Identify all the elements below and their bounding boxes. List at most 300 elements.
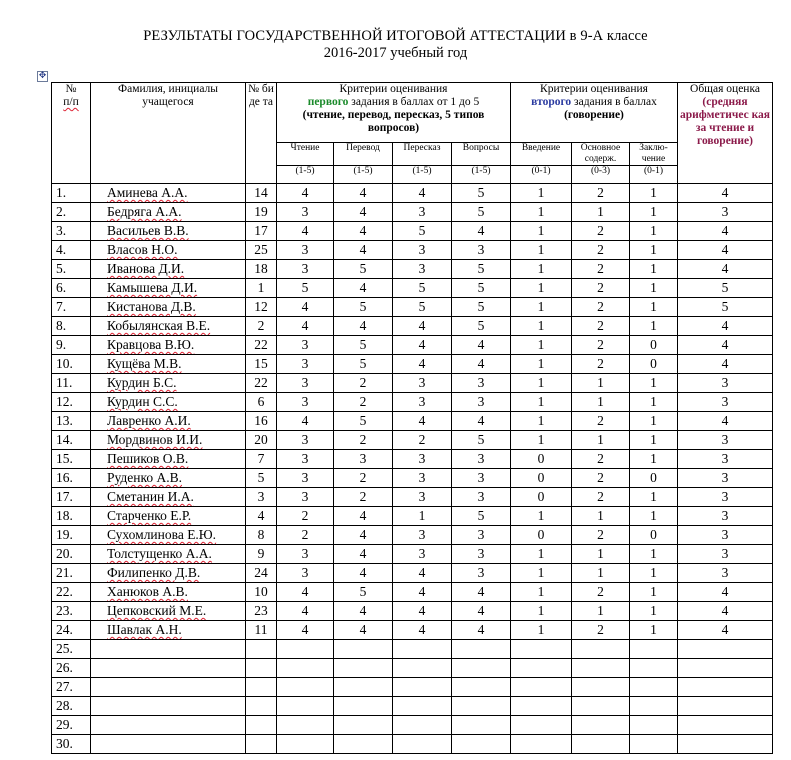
introduction-score-cell[interactable] <box>511 716 572 735</box>
overall-grade-cell[interactable] <box>678 659 773 678</box>
retelling-score-cell[interactable] <box>393 716 452 735</box>
student-name-cell[interactable]: Лавренко А.И. <box>91 412 246 431</box>
introduction-score-cell[interactable]: 1 <box>511 621 572 640</box>
questions-score-cell[interactable]: 5 <box>452 184 511 203</box>
reading-score-cell[interactable]: 3 <box>277 488 334 507</box>
translation-score-cell[interactable] <box>334 735 393 754</box>
student-name-cell[interactable] <box>91 659 246 678</box>
introduction-score-cell[interactable] <box>511 678 572 697</box>
retelling-score-cell[interactable]: 3 <box>393 450 452 469</box>
main-content-score-cell[interactable]: 1 <box>572 203 630 222</box>
conclusion-score-cell[interactable]: 1 <box>630 431 678 450</box>
reading-score-cell[interactable]: 3 <box>277 450 334 469</box>
student-name-cell[interactable]: Кущёва М.В. <box>91 355 246 374</box>
student-name-cell[interactable]: Ханюков А.В. <box>91 583 246 602</box>
conclusion-score-cell[interactable] <box>630 697 678 716</box>
conclusion-score-cell[interactable]: 1 <box>630 279 678 298</box>
main-content-score-cell[interactable]: 2 <box>572 298 630 317</box>
main-content-score-cell[interactable]: 2 <box>572 450 630 469</box>
introduction-score-cell[interactable]: 1 <box>511 298 572 317</box>
conclusion-score-cell[interactable]: 1 <box>630 583 678 602</box>
translation-score-cell[interactable]: 3 <box>334 450 393 469</box>
questions-score-cell[interactable]: 4 <box>452 621 511 640</box>
main-content-score-cell[interactable]: 2 <box>572 469 630 488</box>
reading-score-cell[interactable]: 3 <box>277 564 334 583</box>
row-number-cell[interactable]: 25. <box>52 640 91 659</box>
ticket-number-cell[interactable]: 1 <box>246 279 277 298</box>
introduction-score-cell[interactable]: 1 <box>511 336 572 355</box>
introduction-score-cell[interactable]: 1 <box>511 412 572 431</box>
overall-grade-cell[interactable]: 3 <box>678 564 773 583</box>
row-number-cell[interactable]: 11. <box>52 374 91 393</box>
overall-grade-cell[interactable]: 4 <box>678 583 773 602</box>
conclusion-score-cell[interactable]: 1 <box>630 222 678 241</box>
main-content-score-cell[interactable]: 2 <box>572 317 630 336</box>
retelling-score-cell[interactable]: 4 <box>393 412 452 431</box>
overall-grade-cell[interactable]: 4 <box>678 621 773 640</box>
student-name-cell[interactable]: Цепковский М.Е. <box>91 602 246 621</box>
retelling-score-cell[interactable]: 2 <box>393 431 452 450</box>
main-content-score-cell[interactable] <box>572 735 630 754</box>
row-number-cell[interactable]: 3. <box>52 222 91 241</box>
reading-score-cell[interactable] <box>277 678 334 697</box>
conclusion-score-cell[interactable]: 1 <box>630 374 678 393</box>
ticket-number-cell[interactable]: 22 <box>246 374 277 393</box>
main-content-score-cell[interactable]: 2 <box>572 488 630 507</box>
questions-score-cell[interactable]: 4 <box>452 602 511 621</box>
row-number-cell[interactable]: 15. <box>52 450 91 469</box>
translation-score-cell[interactable]: 2 <box>334 393 393 412</box>
retelling-score-cell[interactable]: 4 <box>393 621 452 640</box>
retelling-score-cell[interactable]: 5 <box>393 222 452 241</box>
translation-score-cell[interactable]: 4 <box>334 545 393 564</box>
conclusion-score-cell[interactable] <box>630 640 678 659</box>
retelling-score-cell[interactable]: 1 <box>393 507 452 526</box>
student-name-cell[interactable] <box>91 697 246 716</box>
introduction-score-cell[interactable] <box>511 640 572 659</box>
translation-score-cell[interactable]: 5 <box>334 298 393 317</box>
translation-score-cell[interactable]: 4 <box>334 184 393 203</box>
overall-grade-cell[interactable]: 4 <box>678 222 773 241</box>
row-number-cell[interactable]: 16. <box>52 469 91 488</box>
row-number-cell[interactable]: 5. <box>52 260 91 279</box>
conclusion-score-cell[interactable] <box>630 659 678 678</box>
ticket-number-cell[interactable]: 4 <box>246 507 277 526</box>
ticket-number-cell[interactable]: 16 <box>246 412 277 431</box>
introduction-score-cell[interactable] <box>511 735 572 754</box>
overall-grade-cell[interactable]: 3 <box>678 374 773 393</box>
retelling-score-cell[interactable]: 4 <box>393 336 452 355</box>
reading-score-cell[interactable]: 2 <box>277 526 334 545</box>
questions-score-cell[interactable]: 5 <box>452 260 511 279</box>
retelling-score-cell[interactable]: 3 <box>393 526 452 545</box>
translation-score-cell[interactable]: 4 <box>334 602 393 621</box>
questions-score-cell[interactable]: 3 <box>452 241 511 260</box>
questions-score-cell[interactable]: 5 <box>452 298 511 317</box>
main-content-score-cell[interactable]: 2 <box>572 583 630 602</box>
translation-score-cell[interactable]: 4 <box>334 241 393 260</box>
student-name-cell[interactable]: Толстущенко А.А. <box>91 545 246 564</box>
overall-grade-cell[interactable]: 3 <box>678 545 773 564</box>
overall-grade-cell[interactable]: 4 <box>678 602 773 621</box>
reading-score-cell[interactable]: 4 <box>277 583 334 602</box>
overall-grade-cell[interactable]: 4 <box>678 336 773 355</box>
main-content-score-cell[interactable]: 2 <box>572 260 630 279</box>
conclusion-score-cell[interactable] <box>630 678 678 697</box>
questions-score-cell[interactable]: 3 <box>452 469 511 488</box>
questions-score-cell[interactable] <box>452 716 511 735</box>
ticket-number-cell[interactable]: 23 <box>246 602 277 621</box>
introduction-score-cell[interactable] <box>511 697 572 716</box>
translation-score-cell[interactable]: 4 <box>334 317 393 336</box>
retelling-score-cell[interactable]: 4 <box>393 564 452 583</box>
ticket-number-cell[interactable]: 5 <box>246 469 277 488</box>
questions-score-cell[interactable]: 3 <box>452 374 511 393</box>
introduction-score-cell[interactable]: 1 <box>511 355 572 374</box>
reading-score-cell[interactable]: 3 <box>277 336 334 355</box>
row-number-cell[interactable]: 26. <box>52 659 91 678</box>
student-name-cell[interactable] <box>91 678 246 697</box>
student-name-cell[interactable]: Курдин С.С. <box>91 393 246 412</box>
main-content-score-cell[interactable]: 2 <box>572 241 630 260</box>
ticket-number-cell[interactable]: 8 <box>246 526 277 545</box>
reading-score-cell[interactable]: 4 <box>277 184 334 203</box>
main-content-score-cell[interactable]: 2 <box>572 355 630 374</box>
introduction-score-cell[interactable]: 1 <box>511 203 572 222</box>
conclusion-score-cell[interactable]: 1 <box>630 507 678 526</box>
ticket-number-cell[interactable]: 7 <box>246 450 277 469</box>
main-content-score-cell[interactable]: 2 <box>572 526 630 545</box>
reading-score-cell[interactable] <box>277 697 334 716</box>
main-content-score-cell[interactable]: 2 <box>572 621 630 640</box>
retelling-score-cell[interactable]: 4 <box>393 317 452 336</box>
retelling-score-cell[interactable]: 3 <box>393 374 452 393</box>
conclusion-score-cell[interactable]: 1 <box>630 298 678 317</box>
overall-grade-cell[interactable]: 5 <box>678 279 773 298</box>
student-name-cell[interactable]: Старченко Е.Р. <box>91 507 246 526</box>
reading-score-cell[interactable]: 4 <box>277 621 334 640</box>
retelling-score-cell[interactable]: 4 <box>393 602 452 621</box>
translation-score-cell[interactable] <box>334 640 393 659</box>
conclusion-score-cell[interactable]: 1 <box>630 260 678 279</box>
student-name-cell[interactable]: Аминева А.А. <box>91 184 246 203</box>
translation-score-cell[interactable]: 4 <box>334 526 393 545</box>
student-name-cell[interactable]: Иванова Д.И. <box>91 260 246 279</box>
introduction-score-cell[interactable]: 1 <box>511 564 572 583</box>
student-name-cell[interactable]: Шавлак А.Н. <box>91 621 246 640</box>
reading-score-cell[interactable]: 4 <box>277 412 334 431</box>
reading-score-cell[interactable]: 3 <box>277 241 334 260</box>
student-name-cell[interactable]: Пешиков О.В. <box>91 450 246 469</box>
translation-score-cell[interactable]: 5 <box>334 583 393 602</box>
ticket-number-cell[interactable]: 20 <box>246 431 277 450</box>
main-content-score-cell[interactable]: 2 <box>572 279 630 298</box>
introduction-score-cell[interactable]: 1 <box>511 545 572 564</box>
questions-score-cell[interactable]: 4 <box>452 583 511 602</box>
row-number-cell[interactable]: 9. <box>52 336 91 355</box>
introduction-score-cell[interactable]: 0 <box>511 469 572 488</box>
translation-score-cell[interactable]: 4 <box>334 507 393 526</box>
introduction-score-cell[interactable]: 1 <box>511 583 572 602</box>
ticket-number-cell[interactable]: 17 <box>246 222 277 241</box>
overall-grade-cell[interactable]: 3 <box>678 431 773 450</box>
questions-score-cell[interactable] <box>452 678 511 697</box>
introduction-score-cell[interactable]: 1 <box>511 317 572 336</box>
reading-score-cell[interactable]: 4 <box>277 602 334 621</box>
questions-score-cell[interactable]: 3 <box>452 393 511 412</box>
retelling-score-cell[interactable] <box>393 735 452 754</box>
introduction-score-cell[interactable]: 0 <box>511 526 572 545</box>
retelling-score-cell[interactable]: 3 <box>393 545 452 564</box>
student-name-cell[interactable]: Сухомлинова Е.Ю. <box>91 526 246 545</box>
row-number-cell[interactable]: 12. <box>52 393 91 412</box>
translation-score-cell[interactable]: 2 <box>334 488 393 507</box>
conclusion-score-cell[interactable] <box>630 716 678 735</box>
questions-score-cell[interactable]: 4 <box>452 222 511 241</box>
overall-grade-cell[interactable]: 4 <box>678 260 773 279</box>
retelling-score-cell[interactable] <box>393 697 452 716</box>
ticket-number-cell[interactable] <box>246 735 277 754</box>
overall-grade-cell[interactable] <box>678 697 773 716</box>
retelling-score-cell[interactable]: 3 <box>393 241 452 260</box>
row-number-cell[interactable]: 13. <box>52 412 91 431</box>
reading-score-cell[interactable]: 3 <box>277 355 334 374</box>
translation-score-cell[interactable]: 5 <box>334 336 393 355</box>
main-content-score-cell[interactable]: 1 <box>572 431 630 450</box>
student-name-cell[interactable]: Власов Н.О. <box>91 241 246 260</box>
ticket-number-cell[interactable]: 9 <box>246 545 277 564</box>
overall-grade-cell[interactable]: 5 <box>678 298 773 317</box>
ticket-number-cell[interactable]: 12 <box>246 298 277 317</box>
retelling-score-cell[interactable]: 3 <box>393 260 452 279</box>
ticket-number-cell[interactable]: 15 <box>246 355 277 374</box>
translation-score-cell[interactable]: 2 <box>334 469 393 488</box>
ticket-number-cell[interactable]: 19 <box>246 203 277 222</box>
overall-grade-cell[interactable]: 4 <box>678 241 773 260</box>
overall-grade-cell[interactable]: 3 <box>678 507 773 526</box>
row-number-cell[interactable]: 6. <box>52 279 91 298</box>
ticket-number-cell[interactable] <box>246 640 277 659</box>
translation-score-cell[interactable]: 5 <box>334 260 393 279</box>
conclusion-score-cell[interactable]: 1 <box>630 545 678 564</box>
retelling-score-cell[interactable]: 3 <box>393 393 452 412</box>
introduction-score-cell[interactable]: 1 <box>511 602 572 621</box>
questions-score-cell[interactable] <box>452 659 511 678</box>
questions-score-cell[interactable] <box>452 735 511 754</box>
row-number-cell[interactable]: 4. <box>52 241 91 260</box>
row-number-cell[interactable]: 10. <box>52 355 91 374</box>
ticket-number-cell[interactable] <box>246 697 277 716</box>
translation-score-cell[interactable]: 5 <box>334 355 393 374</box>
main-content-score-cell[interactable]: 1 <box>572 545 630 564</box>
questions-score-cell[interactable]: 5 <box>452 317 511 336</box>
reading-score-cell[interactable] <box>277 716 334 735</box>
row-number-cell[interactable]: 20. <box>52 545 91 564</box>
row-number-cell[interactable]: 18. <box>52 507 91 526</box>
reading-score-cell[interactable]: 3 <box>277 545 334 564</box>
student-name-cell[interactable]: Камышева Д.И. <box>91 279 246 298</box>
row-number-cell[interactable]: 21. <box>52 564 91 583</box>
main-content-score-cell[interactable]: 1 <box>572 602 630 621</box>
reading-score-cell[interactable]: 3 <box>277 374 334 393</box>
conclusion-score-cell[interactable] <box>630 735 678 754</box>
reading-score-cell[interactable]: 3 <box>277 469 334 488</box>
overall-grade-cell[interactable]: 4 <box>678 184 773 203</box>
main-content-score-cell[interactable] <box>572 640 630 659</box>
translation-score-cell[interactable] <box>334 716 393 735</box>
introduction-score-cell[interactable]: 1 <box>511 184 572 203</box>
row-number-cell[interactable]: 24. <box>52 621 91 640</box>
main-content-score-cell[interactable]: 2 <box>572 184 630 203</box>
student-name-cell[interactable]: Руденко А.В. <box>91 469 246 488</box>
student-name-cell[interactable]: Филипенко Д.В. <box>91 564 246 583</box>
reading-score-cell[interactable]: 2 <box>277 507 334 526</box>
conclusion-score-cell[interactable]: 1 <box>630 621 678 640</box>
overall-grade-cell[interactable]: 3 <box>678 450 773 469</box>
ticket-number-cell[interactable]: 18 <box>246 260 277 279</box>
retelling-score-cell[interactable]: 3 <box>393 488 452 507</box>
retelling-score-cell[interactable] <box>393 659 452 678</box>
reading-score-cell[interactable]: 3 <box>277 260 334 279</box>
conclusion-score-cell[interactable]: 0 <box>630 355 678 374</box>
conclusion-score-cell[interactable]: 1 <box>630 412 678 431</box>
reading-score-cell[interactable] <box>277 659 334 678</box>
main-content-score-cell[interactable]: 1 <box>572 564 630 583</box>
reading-score-cell[interactable]: 3 <box>277 431 334 450</box>
reading-score-cell[interactable]: 4 <box>277 317 334 336</box>
retelling-score-cell[interactable]: 4 <box>393 184 452 203</box>
main-content-score-cell[interactable] <box>572 659 630 678</box>
ticket-number-cell[interactable]: 25 <box>246 241 277 260</box>
questions-score-cell[interactable]: 4 <box>452 355 511 374</box>
overall-grade-cell[interactable] <box>678 678 773 697</box>
conclusion-score-cell[interactable]: 1 <box>630 488 678 507</box>
introduction-score-cell[interactable]: 1 <box>511 393 572 412</box>
translation-score-cell[interactable]: 4 <box>334 279 393 298</box>
overall-grade-cell[interactable]: 4 <box>678 355 773 374</box>
main-content-score-cell[interactable] <box>572 697 630 716</box>
main-content-score-cell[interactable] <box>572 716 630 735</box>
retelling-score-cell[interactable]: 3 <box>393 469 452 488</box>
row-number-cell[interactable]: 17. <box>52 488 91 507</box>
questions-score-cell[interactable]: 5 <box>452 507 511 526</box>
retelling-score-cell[interactable]: 4 <box>393 355 452 374</box>
introduction-score-cell[interactable]: 1 <box>511 260 572 279</box>
questions-score-cell[interactable]: 3 <box>452 564 511 583</box>
row-number-cell[interactable]: 23. <box>52 602 91 621</box>
ticket-number-cell[interactable] <box>246 716 277 735</box>
introduction-score-cell[interactable]: 1 <box>511 431 572 450</box>
reading-score-cell[interactable]: 4 <box>277 222 334 241</box>
retelling-score-cell[interactable]: 4 <box>393 583 452 602</box>
overall-grade-cell[interactable]: 3 <box>678 488 773 507</box>
translation-score-cell[interactable]: 2 <box>334 374 393 393</box>
conclusion-score-cell[interactable]: 0 <box>630 336 678 355</box>
introduction-score-cell[interactable]: 1 <box>511 374 572 393</box>
questions-score-cell[interactable]: 3 <box>452 545 511 564</box>
overall-grade-cell[interactable] <box>678 716 773 735</box>
questions-score-cell[interactable]: 5 <box>452 203 511 222</box>
main-content-score-cell[interactable]: 2 <box>572 336 630 355</box>
retelling-score-cell[interactable]: 5 <box>393 279 452 298</box>
table-move-handle-icon[interactable]: ✥ <box>38 71 47 81</box>
translation-score-cell[interactable] <box>334 697 393 716</box>
translation-score-cell[interactable] <box>334 678 393 697</box>
translation-score-cell[interactable]: 4 <box>334 621 393 640</box>
translation-score-cell[interactable]: 4 <box>334 222 393 241</box>
student-name-cell[interactable] <box>91 716 246 735</box>
row-number-cell[interactable]: 19. <box>52 526 91 545</box>
student-name-cell[interactable]: Кобылянская В.Е. <box>91 317 246 336</box>
row-number-cell[interactable]: 30. <box>52 735 91 754</box>
student-name-cell[interactable]: Курдин Б.С. <box>91 374 246 393</box>
conclusion-score-cell[interactable]: 1 <box>630 450 678 469</box>
row-number-cell[interactable]: 7. <box>52 298 91 317</box>
ticket-number-cell[interactable]: 24 <box>246 564 277 583</box>
ticket-number-cell[interactable]: 10 <box>246 583 277 602</box>
retelling-score-cell[interactable]: 3 <box>393 203 452 222</box>
questions-score-cell[interactable]: 5 <box>452 431 511 450</box>
reading-score-cell[interactable]: 5 <box>277 279 334 298</box>
row-number-cell[interactable]: 14. <box>52 431 91 450</box>
conclusion-score-cell[interactable]: 1 <box>630 317 678 336</box>
student-name-cell[interactable]: Бедряга А.А. <box>91 203 246 222</box>
questions-score-cell[interactable]: 3 <box>452 450 511 469</box>
translation-score-cell[interactable]: 4 <box>334 564 393 583</box>
overall-grade-cell[interactable]: 3 <box>678 393 773 412</box>
ticket-number-cell[interactable] <box>246 678 277 697</box>
reading-score-cell[interactable] <box>277 640 334 659</box>
questions-score-cell[interactable]: 4 <box>452 336 511 355</box>
overall-grade-cell[interactable]: 4 <box>678 317 773 336</box>
row-number-cell[interactable]: 27. <box>52 678 91 697</box>
retelling-score-cell[interactable]: 5 <box>393 298 452 317</box>
row-number-cell[interactable]: 29. <box>52 716 91 735</box>
retelling-score-cell[interactable] <box>393 640 452 659</box>
questions-score-cell[interactable]: 5 <box>452 279 511 298</box>
overall-grade-cell[interactable]: 3 <box>678 203 773 222</box>
student-name-cell[interactable]: Кистанова Д.В. <box>91 298 246 317</box>
reading-score-cell[interactable]: 3 <box>277 203 334 222</box>
main-content-score-cell[interactable]: 2 <box>572 412 630 431</box>
row-number-cell[interactable]: 2. <box>52 203 91 222</box>
introduction-score-cell[interactable]: 1 <box>511 241 572 260</box>
main-content-score-cell[interactable]: 1 <box>572 374 630 393</box>
reading-score-cell[interactable]: 4 <box>277 298 334 317</box>
student-name-cell[interactable]: Кравцова В.Ю. <box>91 336 246 355</box>
questions-score-cell[interactable]: 3 <box>452 488 511 507</box>
overall-grade-cell[interactable]: 3 <box>678 526 773 545</box>
main-content-score-cell[interactable]: 1 <box>572 507 630 526</box>
row-number-cell[interactable]: 28. <box>52 697 91 716</box>
ticket-number-cell[interactable]: 14 <box>246 184 277 203</box>
translation-score-cell[interactable]: 4 <box>334 203 393 222</box>
conclusion-score-cell[interactable]: 1 <box>630 203 678 222</box>
questions-score-cell[interactable] <box>452 640 511 659</box>
questions-score-cell[interactable]: 3 <box>452 526 511 545</box>
ticket-number-cell[interactable]: 22 <box>246 336 277 355</box>
ticket-number-cell[interactable]: 3 <box>246 488 277 507</box>
conclusion-score-cell[interactable]: 1 <box>630 241 678 260</box>
ticket-number-cell[interactable]: 2 <box>246 317 277 336</box>
overall-grade-cell[interactable]: 3 <box>678 469 773 488</box>
conclusion-score-cell[interactable]: 1 <box>630 184 678 203</box>
overall-grade-cell[interactable] <box>678 640 773 659</box>
conclusion-score-cell[interactable]: 1 <box>630 564 678 583</box>
row-number-cell[interactable]: 22. <box>52 583 91 602</box>
translation-score-cell[interactable] <box>334 659 393 678</box>
introduction-score-cell[interactable]: 0 <box>511 488 572 507</box>
